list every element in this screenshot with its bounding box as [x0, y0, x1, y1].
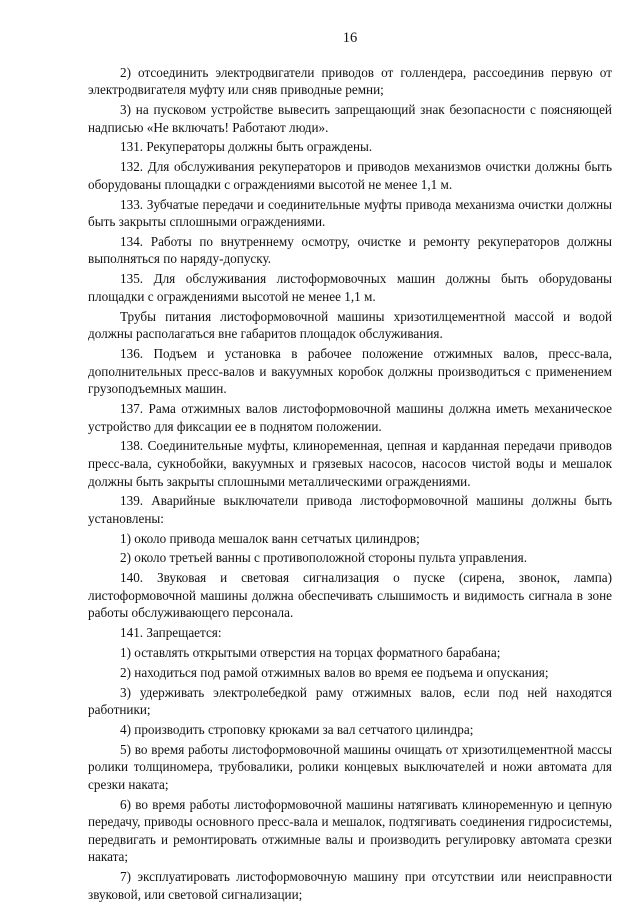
paragraph: 134. Работы по внутреннему осмотру, очистке и ремонту рекуператоров должны выполняться по наряду-допуску. — [88, 233, 612, 267]
paragraph: 2) находиться под рамой отжимных валов во время ее подъема и опускания; — [120, 664, 549, 680]
paragraph: 2) около третьей ванны с противоположной стороны пульта управления. — [120, 550, 527, 566]
paragraph: 132. Для обслуживания рекуператоров и приводов механизмов очистки должны быть оборудованы площадки с ограждениями высотой не менее 1,1 м. — [88, 159, 612, 192]
paragraph: 3) удерживать электролебедкой раму отжимных валов, если под ней находятся работники; — [88, 684, 612, 718]
paragraph: 1) около привода мешалок ванн сетчатых цилиндров; — [120, 530, 420, 546]
paragraph: 137. Рама отжимных валов листоформовочной машины должна иметь механическое устройство для фиксации ее в поднятом положении. — [88, 400, 612, 434]
paragraph: 141. Запрещается: — [120, 625, 222, 641]
paragraph: 1) оставлять открытыми отверстия на торцах форматного барабана; — [120, 645, 501, 660]
paragraph: 133. Зубчатые передачи и соединительные муфты привода механизма очистки должны быть закрыты сплошными ограждениями. — [88, 196, 612, 230]
paragraph: 6) во время работы листоформовочной машины натягивать клиноременную и цепную передачу, приводы основного пресс-вала и мешалок, подтягивать соединения гидросистемы, передвигать и ремонтировать отжимные валы и производить регулировку автомата срезки наката; — [88, 796, 612, 865]
paragraph: 4) производить строповку крюками за вал сетчатого цилиндра; — [120, 721, 474, 737]
paragraph: 136. Подъем и установка в рабочее положение отжимных валов, пресс-вала, дополнительных пресс-валов и вакуумных коробок должны производиться с применением грузоподъемных машин. — [88, 346, 612, 397]
paragraph: 131. Рекуператоры должны быть ограждены. — [120, 139, 373, 155]
paragraph: 2) отсоединить электродвигатели приводов от голлендера, рассоединив первую от электродвигателя муфту или сняв приводные ремни; — [88, 64, 612, 98]
document-page — [88, 30, 612, 902]
paragraph: 140. Звуковая и световая сигнализация о пуске (сирена, звонок, лампа) листоформовочной машины должна обеспечивать слышимость и видимость сигнала в зоне работы обслуживающего персонала. — [88, 570, 612, 621]
page-number: 16 — [342, 30, 358, 46]
paragraph: 139. Аварийные выключатели привода листоформовочной машины должны быть установлены: — [88, 493, 612, 526]
paragraph: Трубы питания листоформовочной машины хризотилцементной массой и водой должны располагаться вне габаритов площадок обслуживания. — [88, 308, 612, 342]
paragraph: 138. Соединительные муфты, клиноременная, цепная и карданная передачи приводов пресс-вала, сукнобойки, вакуумных и грязевых насосов, насосов чистой воды и мешалок должны быть закрыты сплошными металлическими ограждениями. — [88, 438, 612, 489]
paragraph: 7) эксплуатировать листоформовочную машину при отсутствии или неисправности звуковой, или световой сигнализации; — [88, 869, 612, 902]
paragraph: 5) во время работы листоформовочной машины очищать от хризотилцементной массы ролики толщиномера, трубовалики, ролики концевых выключателей и ножи автомата для срезки наката; — [88, 741, 612, 792]
document-body — [88, 64, 612, 904]
paragraph: 135. Для обслуживания листоформовочных машин должны быть оборудованы площадки с ограждениями высотой не менее 1,1 м. — [88, 271, 612, 304]
paragraph: 3) на пусковом устройстве вывесить запрещающий знак безопасности с поясняющей надписью «Не включать! Работают люди». — [88, 101, 612, 135]
